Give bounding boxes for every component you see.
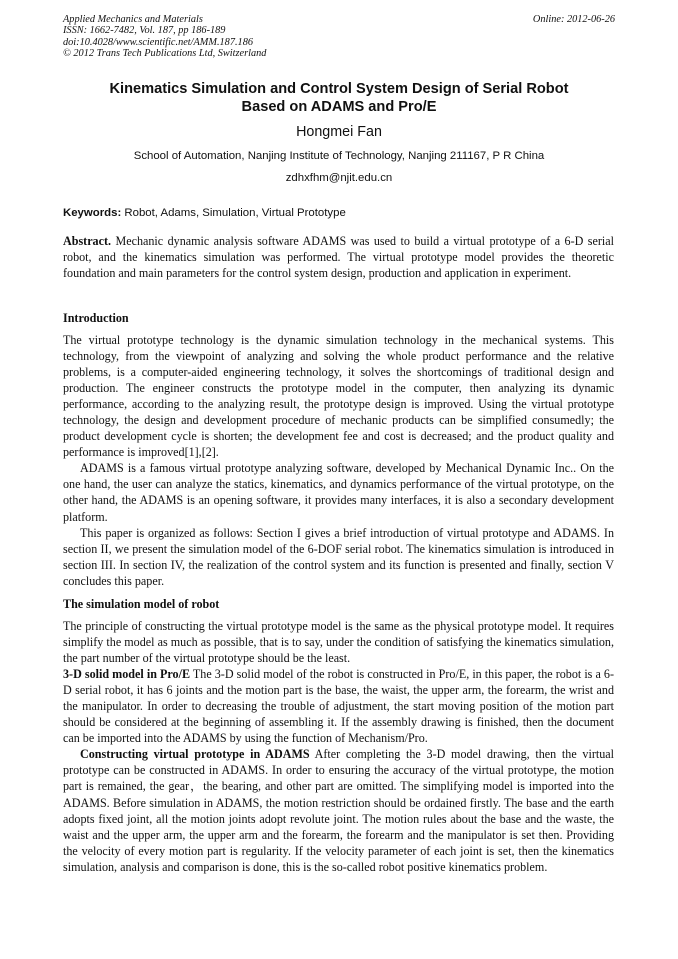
title-line-2: Based on ADAMS and Pro/E — [241, 99, 437, 115]
author-name: Hongmei Fan — [296, 124, 382, 140]
intro-paragraph-2: ADAMS is a famous virtual prototype analyzing software, developed by Mechanical Dynamic Inc.. On the one hand, the user can analyze the statics, kinematics, and dynamics performance of the virtual prototype, on the other hand, the ADAMS is an opening software, it provides many interfaces, it is also a secondary development platform. — [63, 461, 614, 524]
abstract-text: Mechanic dynamic analysis software ADAMS was used to build a virtual prototype of a 6-D serial robot, and the kinematics simulation was performed. The virtual prototype model provides the theoretic foundation and main parameters for the control system design, production and application in experiment. — [63, 234, 614, 281]
issn-line: ISSN: 1662-7482, Vol. 187, pp 186-189 — [63, 25, 226, 37]
intro-paragraph-3: This paper is organized as follows: Section I gives a brief introduction of virtual prototype and ADAMS. In section II, we present the simulation model of the 6-DOF serial robot. The kinematics simulation is introduced in section III. In section IV, the realization of the control system and its function is presented and finally, section V concludes this paper. — [63, 525, 614, 588]
online-date: Online: 2012-06-26 — [532, 14, 615, 25]
keywords — [63, 207, 346, 220]
simulation-model-heading: The simulation model of robot — [63, 597, 220, 611]
virtual-prototype-text: After completing the 3-D model drawing, then the virtual prototype can be constructed in ADAMS. In order to ensuring the accuracy of the virtual prototype, the motion part is remained, the gear，the bearing, and other part are omitted. The simplifying model is imported into the ADAMS. Before simulation in ADAMS, the motion restriction should be ordained firstly. The base and the earth adopts fixed joint, all the motion joints adopt revolute joint. The motion rules about the base and the waste, the waist and the upper arm, the upper arm and the forearm, the forearm and the manipulator is set then. Providing the velocity of every motion part is regularity. If the velocity parameter of each joint is set, then the kinematics simulation, analysis and comparison is done, this is the so-called robot positive kinematics problem. — [63, 747, 614, 874]
author-email: zdhxfhm@njit.edu.cn — [285, 172, 393, 184]
sim-paragraph-1: The principle of constructing the virtual prototype model is the same as the physical prototype model. It requires simplify the model as much as possible, that is to say, under the condition of satisfying the kinematics simulation, the part number of the virtual prototype should be the least. — [63, 619, 614, 666]
doi-line: doi:10.4028/www.scientific.net/AMM.187.186 — [63, 36, 253, 48]
simulation-model-body — [63, 618, 614, 875]
copyright-line: © 2012 Trans Tech Publications Ltd, Switzerland — [63, 47, 267, 59]
title-line-1: Kinematics Simulation and Control System Design of Serial Robot — [109, 81, 569, 97]
abstract — [63, 233, 614, 281]
journal-header — [63, 14, 266, 59]
intro-paragraph-1: The virtual prototype technology is the dynamic simulation technology in the mechanical systems. This technology, from the viewpoint of analyzing and solving the whole product performance and the relative problems, is a computer-aided engineering technology, it solves the shortcomings of traditional design and production. The engineer constructs the prototype model in the computer, then analyzing its dynamic performance, according to the analyzing result, the prototype design is improved. Using the virtual prototype technology, the design and development procedure of mechanic products can be simplified consumedly; the product development cycle is shorten; the development fee and cost is decreased; and the product quality and performance is improved[1],[2]. — [63, 333, 614, 460]
keywords-label: Keywords: — [63, 207, 122, 219]
journal-name: Applied Mechanics and Materials — [63, 14, 203, 25]
introduction-heading: Introduction — [63, 311, 129, 325]
author-affiliation: School of Automation, Nanjing Institute of Technology, Nanjing 211167, P R China — [133, 150, 545, 162]
abstract-label: Abstract. — [63, 234, 112, 248]
virtual-prototype-label: Constructing virtual prototype in ADAMS — [80, 747, 310, 762]
introduction-body — [63, 332, 614, 589]
sim-paragraph-2 — [63, 666, 614, 746]
sim-paragraph-3 — [63, 746, 614, 874]
solid-model-text: The 3-D solid model of the robot is constructed in Pro/E, in this paper, the robot is a 6-D serial robot, it has 6 joints and the motion part is the base, the waist, the upper arm, the forearm, the wrist and the manipulator. In order to decreasing the trouble of adjustment, the start moving position of the motion part should be considered at the beginning of assembling it. If the assembly drawing is finished, then the document can be imported into the ADAMS by using the function of Mechanism/Pro. — [63, 667, 614, 746]
solid-model-label: 3-D solid model in Pro/E — [63, 667, 191, 682]
paper-title — [40, 80, 638, 116]
keywords-text: Robot, Adams, Simulation, Virtual Prototype — [124, 207, 346, 219]
